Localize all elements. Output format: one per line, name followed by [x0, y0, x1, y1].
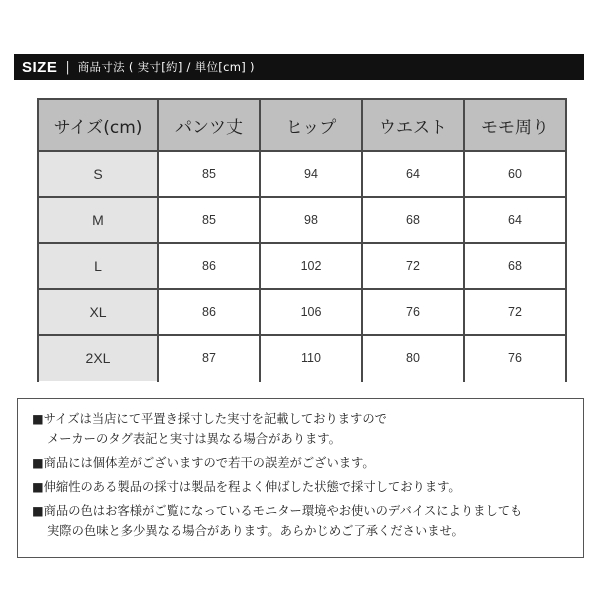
table-cell: 64 — [464, 197, 566, 243]
note-line: ■商品の色はお客様がご覧になっているモニター環境やお使いのデバイスによりましても — [32, 504, 523, 518]
column-header-waist: ウエスト — [362, 99, 464, 151]
table-cell: 76 — [464, 335, 566, 381]
note-item — [32, 453, 569, 473]
table-cell: 76 — [362, 289, 464, 335]
table-row — [38, 289, 566, 335]
note-line: ■伸縮性のある製品の採寸は製品を程よく伸ばした状態で採寸しております。 — [32, 480, 461, 494]
table-row — [38, 197, 566, 243]
size-label: XL — [38, 289, 158, 335]
size-subtitle: 商品寸法 ( 実寸[約] / 単位[cm] ) — [77, 60, 255, 74]
size-label: S — [38, 151, 158, 197]
table-cell: 86 — [158, 243, 260, 289]
table-cell: 85 — [158, 151, 260, 197]
size-label: 2XL — [38, 335, 158, 381]
note-line: ■商品には個体差がございますので若干の誤差がございます。 — [32, 456, 375, 470]
table-row — [38, 335, 566, 381]
table-header-row — [38, 99, 566, 151]
table-cell: 86 — [158, 289, 260, 335]
note-item — [32, 409, 569, 449]
size-table — [37, 98, 567, 382]
note-item — [32, 477, 569, 497]
table-row — [38, 243, 566, 289]
column-header-thigh: モモ周り — [464, 99, 566, 151]
note-item — [32, 501, 569, 541]
table-cell: 80 — [362, 335, 464, 381]
size-title: SIZE — [22, 58, 58, 76]
table-cell: 64 — [362, 151, 464, 197]
table-cell: 102 — [260, 243, 362, 289]
column-header-size: サイズ(cm) — [38, 99, 158, 151]
size-label: M — [38, 197, 158, 243]
table-cell: 110 — [260, 335, 362, 381]
table-cell: 85 — [158, 197, 260, 243]
table-cell: 72 — [464, 289, 566, 335]
table-cell: 87 — [158, 335, 260, 381]
note-line: 実際の色味と多少異なる場合があります。あらかじめご了承くださいませ。 — [47, 524, 464, 538]
size-label: L — [38, 243, 158, 289]
table-cell: 68 — [362, 197, 464, 243]
table-cell: 68 — [464, 243, 566, 289]
table-cell: 72 — [362, 243, 464, 289]
table-cell: 106 — [260, 289, 362, 335]
size-header-bar — [14, 54, 584, 80]
note-line: ■サイズは当店にて平置き採寸した実寸を記載しておりますので — [32, 412, 387, 426]
table-row — [38, 151, 566, 197]
table-cell: 98 — [260, 197, 362, 243]
table-cell: 60 — [464, 151, 566, 197]
header-separator: | — [65, 59, 70, 75]
table-cell: 94 — [260, 151, 362, 197]
notes-box — [17, 398, 584, 558]
note-line: メーカーのタグ表記と実寸は異なる場合があります。 — [47, 432, 341, 446]
column-header-hip: ヒップ — [260, 99, 362, 151]
column-header-length: パンツ丈 — [158, 99, 260, 151]
